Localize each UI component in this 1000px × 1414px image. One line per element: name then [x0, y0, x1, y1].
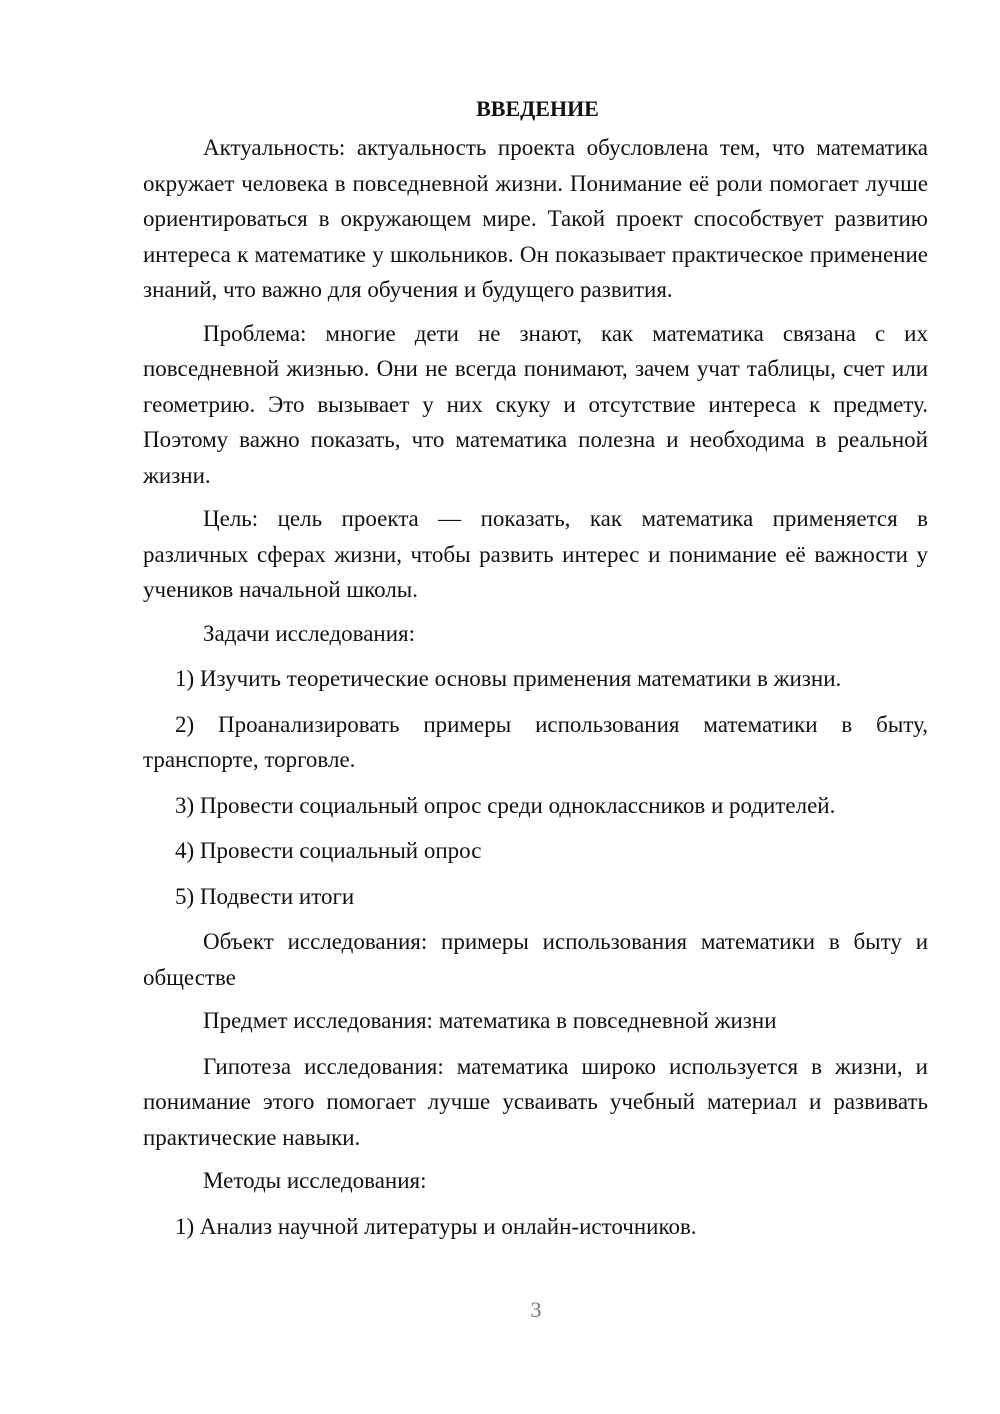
- task-item-4: 4) Провести социальный опрос: [175, 838, 482, 863]
- paragraph-object: Объект исследования: примеры использования математики в быту и обществе: [143, 929, 928, 990]
- paragraph-goal: Цель: цель проекта — показать, как математика применяется в различных сферах жизни, чтобы развить интерес и понимание её важности у учеников начальной школы.: [143, 506, 928, 602]
- task-item-5: 5) Подвести итоги: [175, 883, 355, 909]
- paragraph-relevance: Актуальность: актуальность проекта обусловлена тем, что математика окружает человека в повседневной жизни. Понимание её роли помогает лучше ориентироваться в окружающем мире. Такой проект способствует развитию интереса к математике у школьников. Он показывает практическое применение знаний, что важно для обучения и будущего развития.: [143, 135, 928, 302]
- task-item-2: 2) Проанализировать примеры использования математики в быту, транспорте, торговле.: [143, 711, 928, 772]
- paragraph-subject: Предмет исследования: математика в повседневной жизни: [203, 1008, 777, 1033]
- methods-heading: Методы исследования:: [203, 1168, 427, 1193]
- task-item-3: 3) Провести социальный опрос среди одноклассников и родителей.: [175, 792, 836, 818]
- page-number: 3: [530, 1297, 542, 1322]
- tasks-heading: Задачи исследования:: [203, 620, 416, 646]
- page-title: ВВЕДЕНИЕ: [476, 96, 599, 121]
- paragraph-problem: Проблема: многие дети не знают, как математика связана с их повседневной жизнью. Они не всегда понимают, зачем учат таблицы, счет или геометрию. Это вызывает у них скуку и отсутствие интереса к предмету. Поэтому важно показать, что математика полезна и необходима в реальной жизни.: [143, 320, 928, 488]
- page-content: [143, 92, 928, 1254]
- method-item-1: 1) Анализ научной литературы и онлайн-источников.: [175, 1213, 697, 1239]
- task-item-1: 1) Изучить теоретические основы применения математики в жизни.: [175, 666, 842, 691]
- paragraph-hypothesis: Гипотеза исследования: математика широко используется в жизни, и понимание этого помогает лучше усваивать учебный материал и развивать практические навыки.: [143, 1053, 928, 1150]
